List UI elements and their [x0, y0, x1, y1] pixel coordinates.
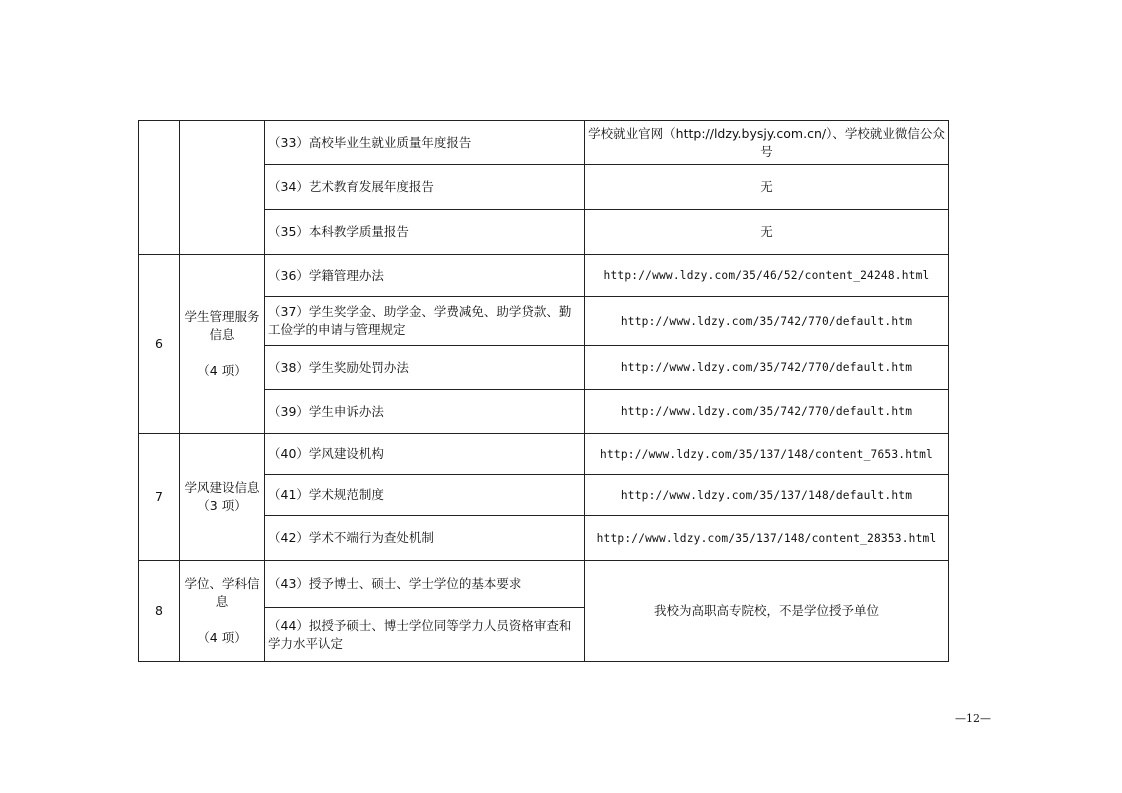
category-count: （4 项）: [197, 630, 247, 645]
category-cell: [180, 255, 265, 434]
link-text: http://www.ldzy.com/35/137/148/default.htm: [620, 488, 913, 502]
item-cell: （38）学生奖励处罚办法: [265, 346, 585, 390]
table-row: [139, 434, 949, 475]
link-cell: [585, 297, 949, 346]
item-cell: （34）艺术教育发展年度报告: [265, 165, 585, 210]
item-cell: （40）学风建设机构: [265, 434, 585, 475]
link-cell: 无: [585, 210, 949, 255]
row-number-cell: [139, 121, 180, 255]
category-title: 学位、学科信息: [184, 576, 260, 609]
link-cell: [585, 346, 949, 390]
item-cell: （39）学生申诉办法: [265, 390, 585, 434]
category-count: （3 项）: [197, 498, 247, 513]
table-row: [139, 561, 949, 608]
table-row: [139, 255, 949, 297]
link-cell: [585, 390, 949, 434]
item-cell: （33）高校毕业生就业质量年度报告: [265, 121, 585, 165]
category-cell: [180, 121, 265, 255]
item-cell: （44）拟授予硕士、博士学位同等学力人员资格审查和学力水平认定: [265, 608, 585, 662]
category-count: （4 项）: [197, 363, 247, 378]
link-text: http://www.ldzy.com/35/137/148/content_7653.html: [600, 447, 933, 461]
category-cell: [180, 561, 265, 662]
link-cell: [585, 516, 949, 561]
disclosure-table: [138, 120, 949, 662]
category-cell: [180, 434, 265, 561]
link-text: http://www.ldzy.com/35/742/770/default.htm: [620, 314, 913, 328]
link-cell: 无: [585, 165, 949, 210]
link-cell: 学校就业官网（http://ldzy.bysjy.com.cn/）、学校就业微信公众号: [585, 121, 949, 165]
table-row: [139, 121, 949, 165]
item-cell: （42）学术不端行为查处机制: [265, 516, 585, 561]
link-cell: 我校为高职高专院校，不是学位授予单位: [585, 561, 949, 662]
item-cell: （41）学术规范制度: [265, 475, 585, 516]
page-number: —12—: [955, 712, 991, 725]
category-title: 学风建设信息: [184, 480, 260, 495]
link-text: http://www.ldzy.com/35/46/52/content_24248.html: [603, 269, 930, 282]
link-cell: [585, 475, 949, 516]
category-title: 学生管理服务信息: [184, 309, 260, 342]
link-text: http://www.ldzy.com/35/137/148/content_28353.html: [596, 531, 937, 545]
item-cell: （35）本科教学质量报告: [265, 210, 585, 255]
item-cell: （43）授予博士、硕士、学士学位的基本要求: [265, 561, 585, 608]
link-text: http://www.ldzy.com/35/742/770/default.htm: [620, 361, 913, 374]
row-number-cell: 7: [139, 434, 180, 561]
link-cell: [585, 255, 949, 297]
item-cell: （37）学生奖学金、助学金、学费减免、助学贷款、勤工俭学的申请与管理规定: [265, 297, 585, 346]
link-text: http://www.ldzy.com/35/742/770/default.htm: [620, 405, 913, 418]
item-cell: （36）学籍管理办法: [265, 255, 585, 297]
row-number-cell: 8: [139, 561, 180, 662]
row-number-cell: 6: [139, 255, 180, 434]
link-cell: [585, 434, 949, 475]
